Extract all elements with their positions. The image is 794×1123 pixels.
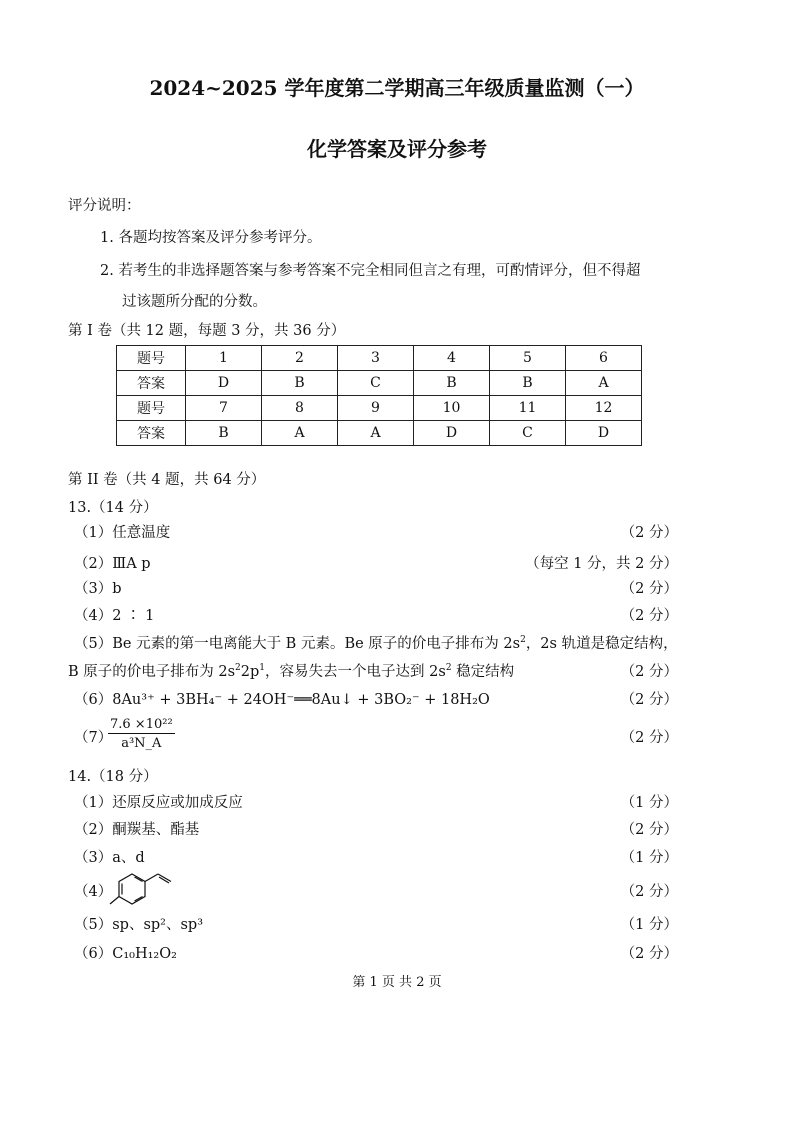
table-cell: A (262, 421, 338, 446)
notes-item-2a: 2. 若考生的非选择题答案与参考答案不完全相同但言之有理，可酌情评分，但不得超 (100, 263, 641, 279)
table-cell: 题号 (117, 346, 186, 371)
table-cell: 9 (338, 396, 414, 421)
notes-item-2b: 过该题所分配的分数。 (122, 294, 267, 310)
table-cell: 4 (414, 346, 490, 371)
q13-answer-5b-text-3: ，容易失去一个电子达到 2s (265, 664, 446, 680)
part2-heading: 第 II 卷（共 4 题，共 64 分） (68, 472, 266, 488)
q13-score-5: （2 分） (620, 664, 678, 680)
table-row (117, 371, 642, 396)
table-cell: B (186, 421, 262, 446)
q13-answer-5a-text: （5）Be 元素的第一电离能大于 B 元素。Be 原子的价电子排布为 2s (74, 636, 521, 652)
q14-score-1: （1 分） (620, 795, 678, 811)
q13-answer-5b-text-4: 稳定结构 (451, 664, 515, 680)
q13-score-2: （每空 1 分，共 2 分） (525, 556, 678, 572)
q13-answer-6 (74, 688, 490, 709)
q13-answer-7-label: （7） (74, 730, 113, 746)
table-cell: 7 (186, 396, 262, 421)
table-cell: 3 (338, 346, 414, 371)
q13-answer-1: （1）任意温度 (74, 525, 171, 541)
q13-header: 13.（14 分） (68, 500, 158, 516)
q14-score-5: （1 分） (620, 917, 678, 933)
table-row (117, 421, 642, 446)
table-cell: D (414, 421, 490, 446)
table-cell: D (566, 421, 642, 446)
q13-answer-3: （3）b (74, 581, 122, 597)
q13-answer-5b-text-2: 2p (240, 664, 260, 680)
q13-answer-5a-text-2: ，2s 轨道是稳定结构， (525, 636, 678, 652)
document-title: 2024~2025 学年度第二学期高三年级质量监测（一） (149, 76, 645, 100)
superscript: 2 (520, 635, 526, 646)
q13-answer-2: （2）ⅢA p (74, 556, 151, 572)
q13-answer-6-label: （6） (74, 692, 113, 708)
table-cell: B (490, 371, 566, 396)
q14-answer-2: （2）酮羰基、酯基 (74, 822, 200, 838)
q13-score-1: （2 分） (620, 525, 678, 541)
table-cell: C (338, 371, 414, 396)
q13-answer-6-equation: 8Au³⁺ + 3BH₄⁻ + 24OH⁻══8Au↓ + 3BO₂⁻ + 18H₂O (112, 692, 490, 708)
table-cell: B (262, 371, 338, 396)
superscript: 2 (445, 663, 452, 674)
table-cell: B (414, 371, 490, 396)
q14-answer-6: （6）C₁₀H₁₂O₂ (74, 946, 177, 962)
q14-header: 14.（18 分） (68, 769, 158, 785)
q14-score-2: （2 分） (620, 822, 678, 838)
table-cell: 1 (186, 346, 262, 371)
q13-answer-7-fraction (108, 717, 175, 751)
table-cell: A (338, 421, 414, 446)
answer-table (116, 345, 642, 446)
notes-heading: 评分说明： (68, 198, 141, 214)
q13-answer-4: （4）2 ∶ 1 (74, 608, 155, 624)
part1-heading: 第 I 卷（共 12 题，每题 3 分，共 36 分） (68, 323, 346, 339)
table-cell: A (566, 371, 642, 396)
table-cell: 5 (490, 346, 566, 371)
q13-answer-5b-text: B 原子的价电子排布为 2s (68, 664, 236, 680)
styrene-structure-icon (108, 868, 188, 912)
q13-score-3: （2 分） (620, 581, 678, 597)
table-row (117, 346, 642, 371)
q14-answer-5: （5）sp、sp²、sp³ (74, 917, 204, 933)
q14-score-6: （2 分） (620, 946, 678, 962)
q14-answer-3: （3）a、d (74, 850, 145, 866)
table-cell: 6 (566, 346, 642, 371)
page-footer: 第 1 页 共 2 页 (352, 975, 442, 990)
fraction-denominator: a³N_A (121, 736, 162, 751)
q14-score-3: （1 分） (620, 850, 678, 866)
table-cell: 11 (490, 396, 566, 421)
q13-score-7: （2 分） (620, 730, 678, 746)
table-cell: 答案 (117, 421, 186, 446)
q13-score-4: （2 分） (620, 608, 678, 624)
q13-score-6: （2 分） (620, 692, 678, 708)
document-subtitle: 化学答案及评分参考 (307, 137, 487, 161)
table-cell: 题号 (117, 396, 186, 421)
table-cell: C (490, 421, 566, 446)
superscript: 1 (259, 663, 266, 674)
fraction-numerator: 7.6 ×10²² (110, 717, 173, 732)
q14-answer-4: （4） (74, 884, 113, 900)
table-cell: 12 (566, 396, 642, 421)
q14-answer-1: （1）还原反应或加成反应 (74, 795, 243, 811)
q14-score-4: （2 分） (620, 884, 678, 900)
table-cell: 8 (262, 396, 338, 421)
table-cell: 10 (414, 396, 490, 421)
table-cell: 2 (262, 346, 338, 371)
superscript: 2 (235, 663, 241, 674)
table-row (117, 396, 642, 421)
table-cell: 答案 (117, 371, 186, 396)
q13-answer-5b (68, 660, 514, 681)
q13-answer-5a (74, 632, 678, 653)
notes-item-1: 1. 各题均按答案及评分参考评分。 (100, 230, 322, 246)
table-cell: D (186, 371, 262, 396)
